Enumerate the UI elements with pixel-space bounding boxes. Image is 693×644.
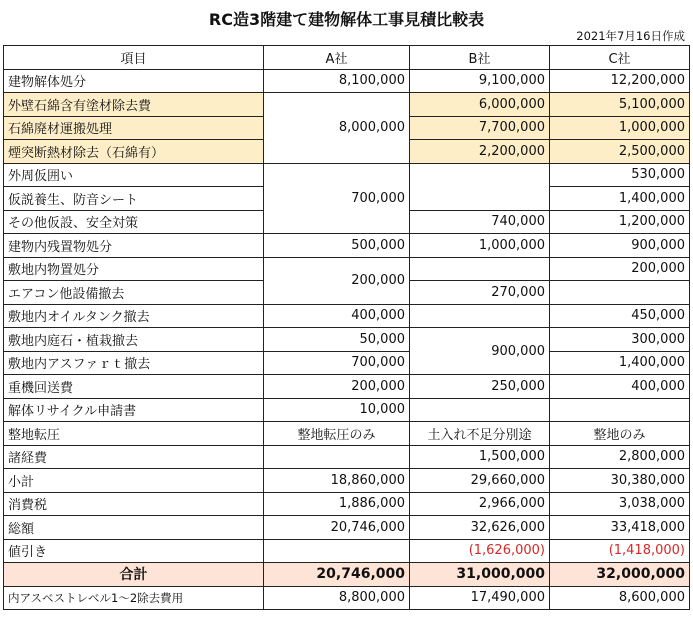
page-title: RC造3階建て建物解体工事見積比較表 — [208, 10, 485, 29]
table-row — [4, 163, 690, 187]
company-a-cell: 8,100,000 — [264, 69, 410, 93]
company-b-cell: 6,000,000 — [410, 93, 550, 117]
company-b-total: 31,000,000 — [410, 563, 550, 587]
company-c-total: 32,000,000 — [550, 563, 690, 587]
total-label: 合計 — [4, 563, 264, 587]
company-c-discount-cell: (1,418,000) — [550, 539, 690, 563]
company-c-cell: 530,000 — [550, 163, 690, 187]
company-c-cell: 1,400,000 — [550, 187, 690, 211]
company-a-cell: 10,000 — [264, 398, 410, 422]
item-cell: 消費税 — [4, 492, 264, 516]
company-a-cell: 20,746,000 — [264, 516, 410, 540]
company-b-cell: 土入れ不足分別途 — [410, 422, 550, 446]
company-b-cell — [410, 163, 550, 210]
table-row — [4, 492, 690, 516]
table-row — [4, 375, 690, 399]
company-b-cell: 2,966,000 — [410, 492, 550, 516]
table-row — [4, 69, 690, 93]
company-c-cell: 1,400,000 — [550, 351, 690, 375]
company-a-merged-cell: 700,000 — [264, 163, 410, 234]
item-cell: 外壁石綿含有塗材除去費 — [4, 93, 264, 117]
item-cell: 重機回送費 — [4, 375, 264, 399]
company-b-cell — [410, 304, 550, 328]
company-c-cell: 450,000 — [550, 304, 690, 328]
header-row — [4, 46, 690, 70]
company-c-cell — [550, 281, 690, 305]
company-b-cell — [410, 398, 550, 422]
company-c-cell: 200,000 — [550, 257, 690, 281]
company-c-cell — [550, 398, 690, 422]
table-row — [4, 93, 690, 117]
company-c-cell: 30,380,000 — [550, 469, 690, 493]
company-c-cell: 1,000,000 — [550, 116, 690, 140]
company-c-cell: 900,000 — [550, 234, 690, 258]
table-row — [4, 516, 690, 540]
company-b-cell: 250,000 — [410, 375, 550, 399]
table-row — [4, 445, 690, 469]
item-cell: 建物解体処分 — [4, 69, 264, 93]
company-b-cell: 29,660,000 — [410, 469, 550, 493]
table-row — [4, 328, 690, 352]
company-a-cell: 18,860,000 — [264, 469, 410, 493]
company-c-cell: 12,200,000 — [550, 69, 690, 93]
estimate-table — [3, 45, 690, 610]
company-c-cell: 33,418,000 — [550, 516, 690, 540]
item-cell: 内アスベストレベル1〜2除去費用 — [4, 586, 264, 610]
item-cell: 総額 — [4, 516, 264, 540]
company-a-cell — [264, 539, 410, 563]
company-b-cell: 2,200,000 — [410, 140, 550, 164]
company-c-cell: 2,500,000 — [550, 140, 690, 164]
item-cell: 諸経費 — [4, 445, 264, 469]
company-a-cell: 400,000 — [264, 304, 410, 328]
item-cell: 値引き — [4, 539, 264, 563]
company-b-cell: 7,700,000 — [410, 116, 550, 140]
company-c-cell: 3,038,000 — [550, 492, 690, 516]
item-cell: 建物内残置物処分 — [4, 234, 264, 258]
item-cell: 石綿廃材運搬処理 — [4, 116, 264, 140]
table-row — [4, 234, 690, 258]
company-a-cell: 500,000 — [264, 234, 410, 258]
company-a-cell: 700,000 — [264, 351, 410, 375]
item-cell: 敷地内アスファｒｔ撤去 — [4, 351, 264, 375]
company-b-cell: 740,000 — [410, 210, 550, 234]
item-cell: 仮説養生、防音シート — [4, 187, 264, 211]
item-cell: 敷地内物置処分 — [4, 257, 264, 281]
table-row — [4, 469, 690, 493]
header-company-a: A社 — [264, 46, 410, 70]
table-row — [4, 257, 690, 281]
table-row — [4, 351, 690, 375]
company-c-cell: 1,200,000 — [550, 210, 690, 234]
item-cell: 煙突断熱材除去（石綿有） — [4, 140, 264, 164]
company-a-merged-cell: 8,000,000 — [264, 93, 410, 164]
company-a-cell: 整地転圧のみ — [264, 422, 410, 446]
header-company-c: C社 — [550, 46, 690, 70]
company-b-cell: 1,500,000 — [410, 445, 550, 469]
table-row — [4, 586, 690, 610]
item-cell: 敷地内オイルタンク撤去 — [4, 304, 264, 328]
company-b-cell: 1,000,000 — [410, 234, 550, 258]
company-c-cell: 2,800,000 — [550, 445, 690, 469]
company-b-cell: 9,100,000 — [410, 69, 550, 93]
company-a-total: 20,746,000 — [264, 563, 410, 587]
company-b-cell: 32,626,000 — [410, 516, 550, 540]
item-cell: 解体リサイクル申請書 — [4, 398, 264, 422]
company-b-merged-cell: 900,000 — [410, 328, 550, 375]
company-a-cell — [264, 445, 410, 469]
header-company-b: B社 — [410, 46, 550, 70]
item-cell: エアコン他設備撤去 — [4, 281, 264, 305]
company-b-discount-cell: (1,626,000) — [410, 539, 550, 563]
table-row — [4, 422, 690, 446]
company-b-cell: 17,490,000 — [410, 586, 550, 610]
company-a-cell: 200,000 — [264, 375, 410, 399]
item-cell: その他仮設、安全対策 — [4, 210, 264, 234]
item-cell: 敷地内庭石・植栽撤去 — [4, 328, 264, 352]
company-c-cell: 400,000 — [550, 375, 690, 399]
item-cell: 整地転圧 — [4, 422, 264, 446]
item-cell: 外周仮囲い — [4, 163, 264, 187]
company-b-cell — [410, 257, 550, 281]
company-b-cell: 270,000 — [410, 281, 550, 305]
company-c-cell: 8,600,000 — [550, 586, 690, 610]
company-c-cell: 整地のみ — [550, 422, 690, 446]
header-item: 項目 — [4, 46, 264, 70]
total-row — [4, 563, 690, 587]
table-row — [4, 304, 690, 328]
table-row — [4, 539, 690, 563]
company-c-cell: 5,100,000 — [550, 93, 690, 117]
table-row — [4, 398, 690, 422]
company-a-merged-cell: 200,000 — [264, 257, 410, 304]
item-cell: 小計 — [4, 469, 264, 493]
company-a-cell: 8,800,000 — [264, 586, 410, 610]
company-a-cell: 50,000 — [264, 328, 410, 352]
company-a-cell: 1,886,000 — [264, 492, 410, 516]
creation-date: 2021年7月16日作成 — [576, 29, 685, 43]
company-c-cell: 300,000 — [550, 328, 690, 352]
